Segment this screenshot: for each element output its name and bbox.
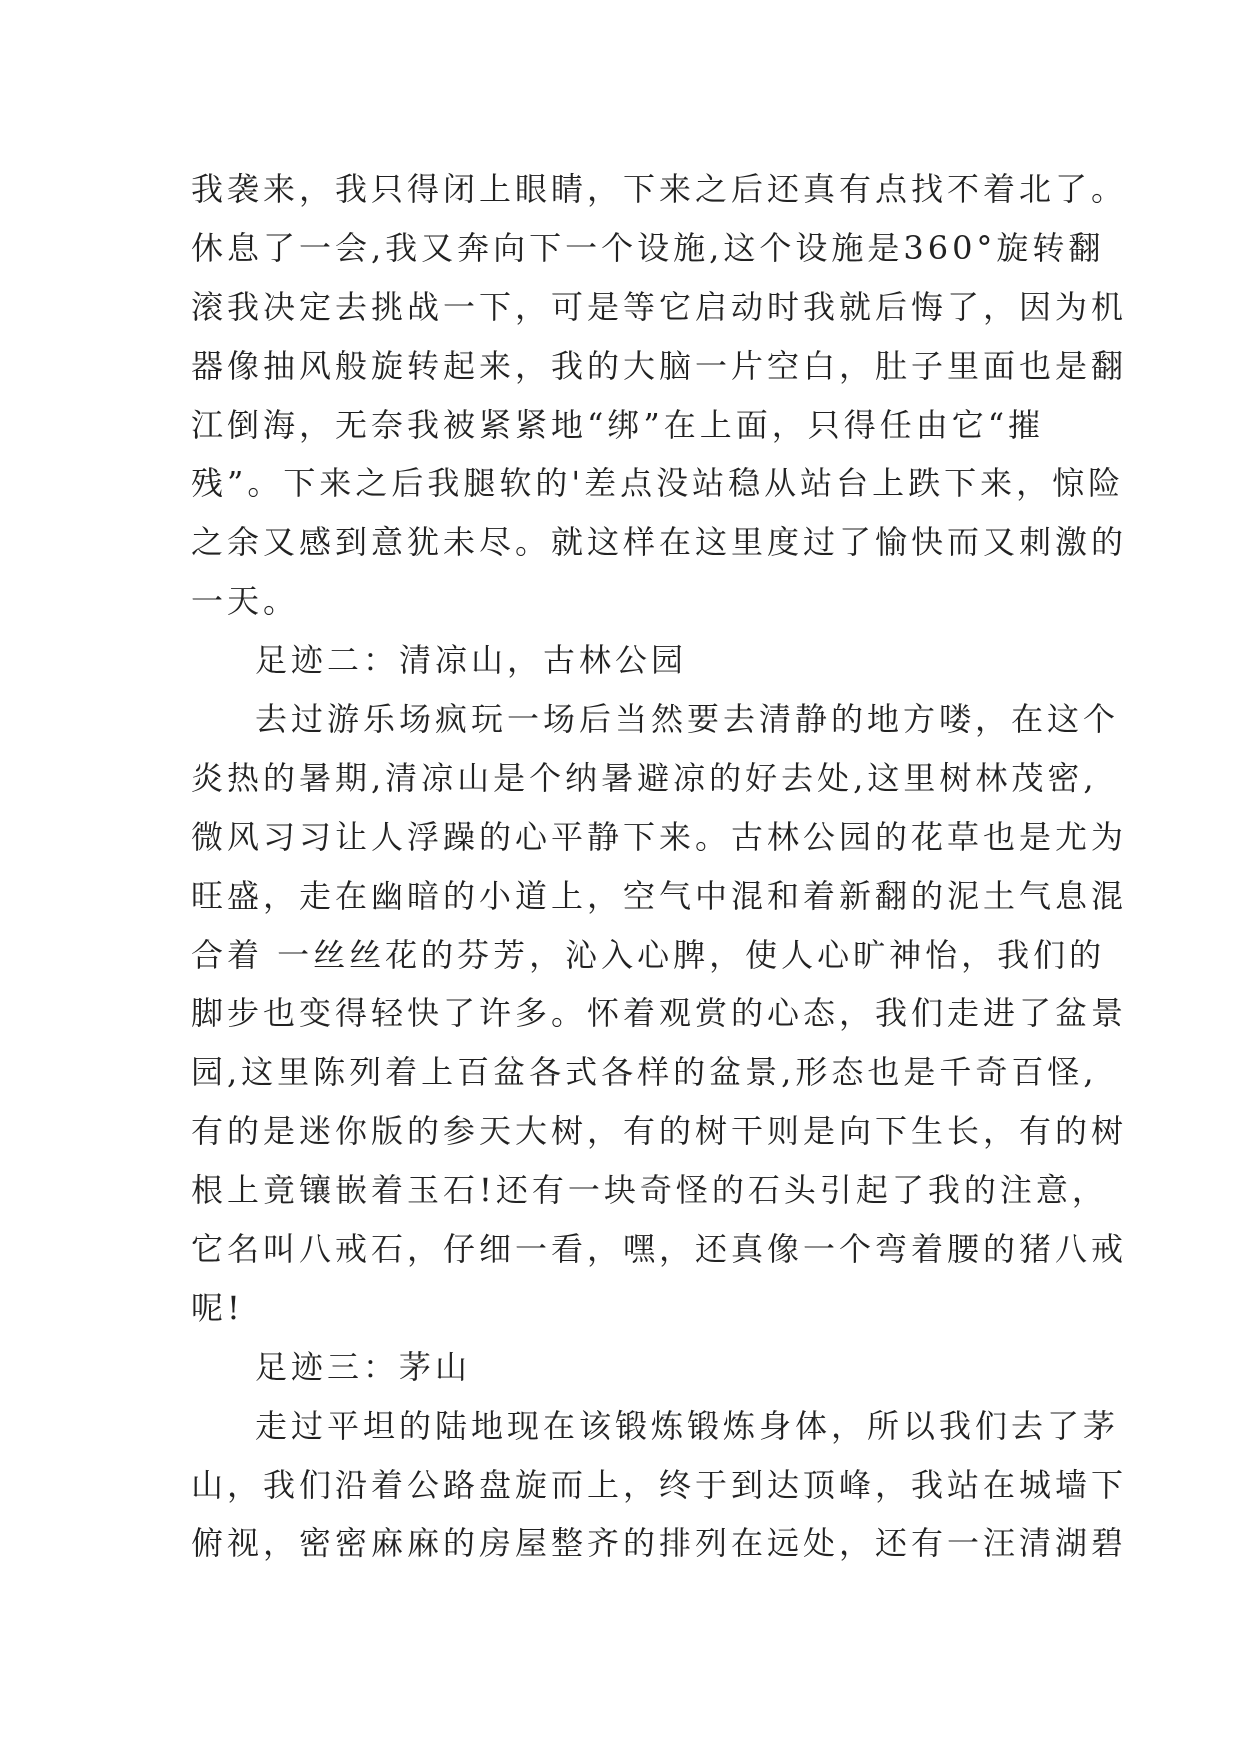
paragraph-line: 根上竟镶嵌着玉石!还有一块奇怪的石头引起了我的注意， <box>191 1171 1108 1210</box>
paragraph-line: 炎热的暑期,清凉山是个纳暑避凉的好去处,这里树林茂密, <box>191 758 1098 797</box>
paragraph-line: 旺盛，走在幽暗的小道上，空气中混和着新翻的泥土气息混 <box>191 876 1128 915</box>
paragraph-line: 微风习习让人浮躁的心平静下来。古林公园的花草也是尤为 <box>191 817 1128 856</box>
body-text <box>191 160 1128 1573</box>
paragraph-line: 俯视，密密麻麻的房屋整齐的排列在远处，还有一汪清湖碧 <box>191 1524 1128 1563</box>
paragraph-line: 器像抽风般旋转起来，我的大脑一片空白，肚子里面也是翻 <box>191 346 1128 385</box>
paragraph-line: 之余又感到意犹未尽。就这样在这里度过了愉快而又刺激的 <box>191 523 1128 562</box>
paragraph-line: 我袭来，我只得闭上眼睛，下来之后还真有点找不着北了。 <box>191 170 1128 208</box>
paragraph-line-indented: 走过平坦的陆地现在该锻炼锻炼身体，所以我们去了茅 <box>255 1406 1120 1445</box>
paragraph-line: 有的是迷你版的参天大树，有的树干则是向下生长，有的树 <box>191 1112 1128 1151</box>
paragraph-line: 江倒海，无奈我被紧紧地“绑”在上面，只得任由它“摧 <box>191 405 1045 444</box>
paragraph-line: 脚步也变得轻快了许多。怀着观赏的心态，我们走进了盆景 <box>191 994 1128 1033</box>
paragraph-line-indented: 足迹二：清凉山，古林公园 <box>255 641 688 680</box>
paragraph-line: 山，我们沿着公路盘旋而上，终于到达顶峰，我站在城墙下 <box>191 1465 1128 1504</box>
paragraph-line: 一天。 <box>191 582 300 621</box>
paragraph-line-indented: 去过游乐场疯玩一场后当然要去清静的地方喽，在这个 <box>255 700 1120 739</box>
paragraph-line: 园,这里陈列着上百盆各式各样的盆景,形态也是千奇百怪, <box>191 1053 1098 1092</box>
paragraph-line: 滚我决定去挑战一下，可是等它启动时我就后悔了，因为机 <box>191 287 1128 326</box>
paragraph-line-indented: 足迹三：茅山 <box>255 1347 472 1386</box>
paragraph-line: 残”。下来之后我腿软的'差点没站稳从站台上跌下来，惊险 <box>191 464 1125 503</box>
paragraph-line: 它名叫八戒石，仔细一看，嘿，还真像一个弯着腰的猪八戒 <box>191 1230 1128 1269</box>
paragraph-line: 休息了一会,我又奔向下一个设施,这个设施是360°旋转翻 <box>191 228 1105 267</box>
paragraph-line: 呢! <box>191 1288 244 1327</box>
paragraph-line: 合着 一丝丝花的芬芳，沁入心脾，使人心旷神怡，我们的 <box>191 935 1106 974</box>
